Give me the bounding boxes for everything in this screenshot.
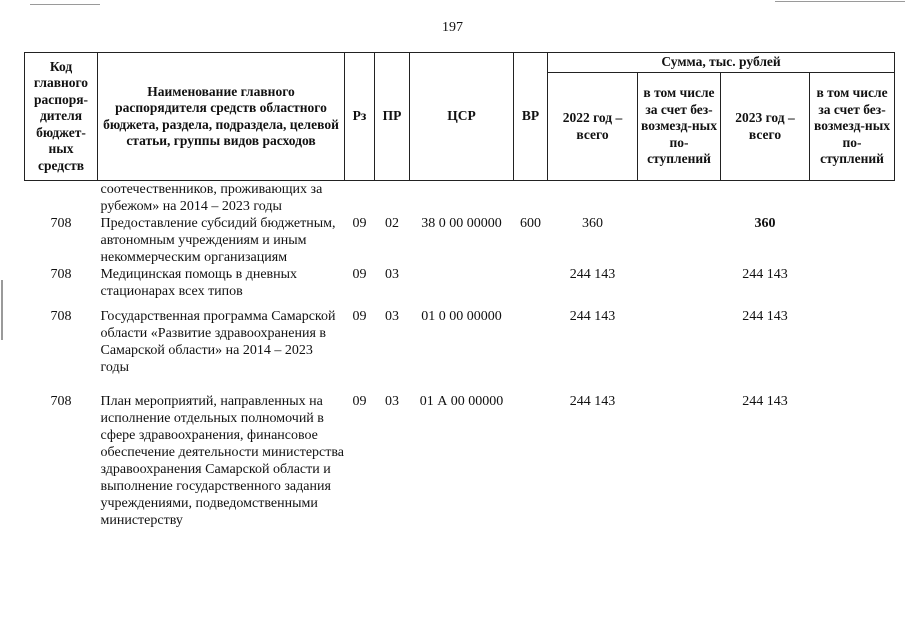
- cell-2022-free: [638, 376, 721, 529]
- cell-2023-free: [810, 376, 895, 529]
- header-2022-total: 2022 год – всего: [548, 73, 638, 181]
- header-rz: Рз: [345, 53, 375, 181]
- cell-2023-free: [810, 181, 895, 267]
- cell-pr: 03: [385, 267, 399, 282]
- header-2022-free: в том числе за счет без-возмезд-ных по-ступлений: [638, 73, 721, 181]
- cell-vr: [514, 376, 548, 529]
- cell-code: 708: [50, 267, 72, 282]
- cell-pr: 03: [385, 309, 399, 324]
- cell-2022-free: [638, 300, 721, 376]
- cell-2023-free: [810, 300, 895, 376]
- cell-vr: [514, 300, 548, 376]
- cell-csr: 38 0 00 00000: [421, 216, 502, 231]
- page-number: 197: [442, 20, 463, 35]
- cell-code: 708: [50, 309, 72, 324]
- cell-2023-total: 244 143: [742, 267, 788, 282]
- header-csr: ЦСР: [410, 53, 514, 181]
- table-row: [25, 376, 895, 529]
- cell-csr: [410, 266, 514, 300]
- header-sum-group: Сумма, тыс. рублей: [548, 53, 895, 73]
- header-2023-free: в том числе за счет без-возмезд-ных по-ступлений: [810, 73, 895, 181]
- header-code: Код главного распоря-дителя бюджет-ных средств: [25, 53, 98, 181]
- table-row: [25, 181, 895, 267]
- cell-2022-free: [638, 181, 721, 267]
- cell-2023-total: 244 143: [742, 394, 788, 409]
- cell-rz: 09: [352, 394, 367, 409]
- cell-vr: [514, 266, 548, 300]
- cell-code: 708: [50, 216, 72, 231]
- cell-2022-total: 244 143: [569, 394, 616, 409]
- header-pr: ПР: [375, 53, 410, 181]
- cell-pr: 03: [385, 394, 399, 409]
- cell-name: соотечественников, проживающих за рубежом» на 2014 – 2023 годы Предоставление субсидий бюджетным, автономным учреждениям и иным некоммерческим организациям: [100, 182, 336, 265]
- cell-2022-total: 244 143: [569, 309, 616, 324]
- table-row: [25, 300, 895, 376]
- cell-2023-total: 244 143: [742, 309, 788, 324]
- scan-artifact-left-edge: [1, 280, 3, 340]
- cell-csr: 01 0 00 00000: [421, 309, 502, 324]
- cell-rz: 09: [352, 216, 367, 231]
- table-row: [25, 266, 895, 300]
- cell-pr: 02: [385, 216, 399, 231]
- cell-name: Государственная программа Самарской области «Развитие здравоохранения в Самарской области» на 2014 – 2023 годы: [100, 309, 336, 375]
- cell-2022-free: [638, 266, 721, 300]
- cell-csr: 01 А 00 00000: [419, 394, 504, 409]
- cell-name: План мероприятий, направленных на исполнение отдельных полномочий в сфере здравоохранения, финансовое обеспечение деятельности министерства здравоохранения Самарской области и выполнение государственного задания учреждениями, подведомственными министерству: [100, 394, 345, 528]
- scan-artifact-top-right: [775, 1, 905, 2]
- cell-2022-total: 360: [582, 216, 603, 231]
- cell-vr: 600: [520, 216, 541, 231]
- cell-rz: 09: [352, 267, 367, 282]
- cell-2023-total: 360: [754, 216, 776, 231]
- cell-2023-free: [810, 266, 895, 300]
- header-2023-total: 2023 год – всего: [721, 73, 810, 181]
- header-name: Наименование главного распорядителя средств областного бюджета, раздела, подраздела, целевой статьи, группы видов расходов: [98, 53, 345, 181]
- header-vr: ВР: [514, 53, 548, 181]
- cell-code: 708: [50, 394, 72, 409]
- scan-artifact-top-left: [30, 4, 100, 5]
- cell-name: Медицинская помощь в дневных стационарах всех типов: [100, 267, 298, 299]
- budget-table: [24, 52, 895, 529]
- cell-rz: 09: [352, 309, 367, 324]
- header-row-1: [25, 53, 895, 73]
- cell-2022-total: 244 143: [569, 267, 616, 282]
